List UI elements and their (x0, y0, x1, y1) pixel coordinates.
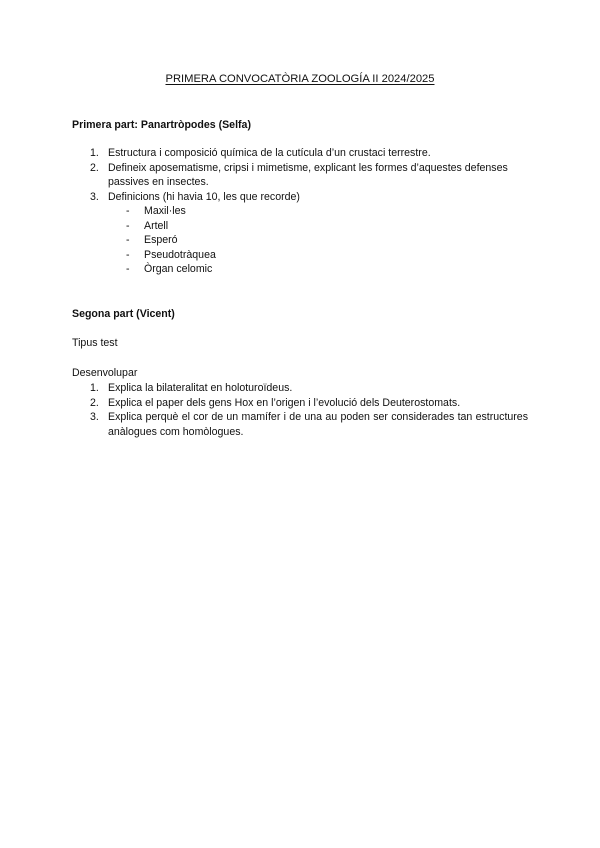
page-title-text: PRIMERA CONVOCATÒRIA ZOOLOGÍA II 2024/2025 (165, 73, 435, 85)
dash-bullet: - (126, 205, 130, 217)
list-item (72, 146, 528, 161)
definition-item (72, 204, 528, 219)
item-text: Definicions (hi havia 10, les que recorde) (108, 190, 300, 203)
list-item (72, 410, 528, 439)
definition-item (72, 262, 528, 277)
list-item (72, 190, 528, 277)
test-label: Tipus test (72, 337, 118, 349)
definition-text: Artell (144, 219, 169, 232)
item-text: Explica la bilateralitat en holoturoïdeus. (108, 382, 293, 394)
item-text: Explica perquè el cor de un mamífer i de una au poden ser considerades tan estructures anàlogues com homòlogues. (108, 411, 528, 438)
definitions-list (72, 204, 528, 277)
dash-bullet: - (126, 248, 130, 261)
definition-text: Òrgan celomic (144, 263, 213, 275)
page-title (0, 72, 600, 87)
dash-bullet: - (126, 219, 130, 232)
item-text: Explica el paper dels gens Hox en l’origen i l’evolució dels Deuterostomats. (108, 396, 461, 409)
definition-text: Maxil·les (144, 205, 186, 217)
item-number: 3. (90, 190, 99, 203)
definition-text: Pseudotràquea (144, 248, 216, 261)
part1-question-list (72, 146, 528, 277)
item-number: 2. (90, 161, 99, 174)
dash-bullet: - (126, 263, 130, 275)
list-item (72, 381, 528, 396)
item-text: Defineix aposematisme, cripsi i mimetisme, explicant les formes d’aquestes defenses passives en insectes. (108, 161, 508, 188)
part1-heading: Primera part: Panartròpodes (Selfa) (72, 119, 251, 131)
list-item (72, 396, 528, 411)
item-number: 1. (90, 382, 99, 394)
item-text: Estructura i composició química de la cutícula d’un crustaci terrestre. (108, 147, 431, 159)
definition-item (72, 248, 528, 263)
item-number: 1. (90, 147, 99, 159)
part2-question-list (72, 381, 528, 439)
item-number: 3. (90, 411, 99, 423)
dash-bullet: - (126, 234, 130, 246)
item-number: 2. (90, 396, 99, 409)
part2-heading: Segona part (Vicent) (72, 308, 175, 320)
develop-label: Desenvolupar (72, 367, 138, 379)
definition-item (72, 233, 528, 248)
definition-item (72, 219, 528, 234)
list-item (72, 161, 528, 190)
definition-text: Esperó (144, 234, 178, 246)
